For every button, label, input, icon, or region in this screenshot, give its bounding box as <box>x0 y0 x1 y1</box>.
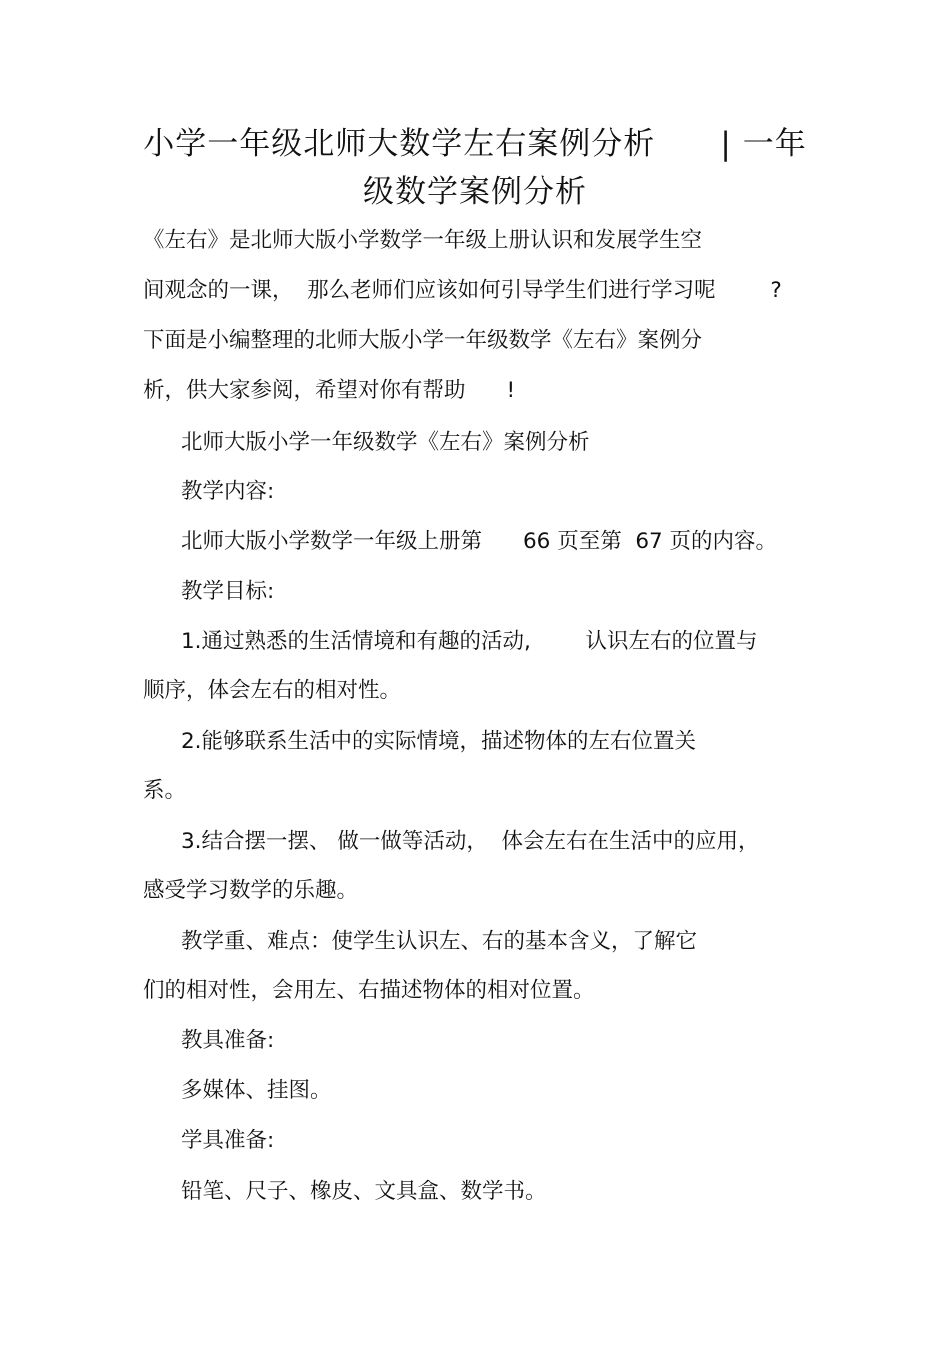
paragraph-line: 铅笔、尺子、橡皮、文具盒、数学书。 <box>181 1179 547 1204</box>
section-heading: 学具准备: <box>181 1128 275 1153</box>
list-item-line: 顺序，体会左右的相对性。 <box>143 678 402 703</box>
paragraph-line: 《左右》是北师大版小学数学一年级上册认识和发展学生空 <box>143 228 703 253</box>
section-heading: 教学内容: <box>181 479 275 504</box>
list-item-line: 1.通过熟悉的生活情境和有趣的活动, 认识左右的位置与 <box>181 629 758 654</box>
list-item-line: 系。 <box>143 778 187 803</box>
list-item-line: 3.结合摆一摆、 做一做等活动， 体会左右在生活中的应用， <box>181 829 760 854</box>
document-title-line-2: 级数学案例分析 <box>363 174 587 210</box>
paragraph-line: 北师大版小学数学一年级上册第 66 页至第 67 页的内容。 <box>181 529 778 554</box>
section-heading: 教具准备: <box>181 1028 275 1053</box>
list-item-line: 感受学习数学的乐趣。 <box>143 878 359 903</box>
section-heading: 教学目标: <box>181 579 275 604</box>
section-heading: 北师大版小学一年级数学《左右》案例分析 <box>181 430 590 455</box>
document-title-line-1: 小学一年级北师大数学左右案例分析 | 一年 <box>143 126 807 162</box>
paragraph-line: 们的相对性，会用左、右描述物体的相对位置。 <box>143 978 595 1003</box>
paragraph-line: 多媒体、挂图。 <box>181 1078 332 1103</box>
paragraph-line: 下面是小编整理的北师大版小学一年级数学《左右》案例分 <box>143 328 703 353</box>
paragraph-line: 析，供大家参阅，希望对你有帮助 ! <box>143 378 516 403</box>
list-item-line: 2.能够联系生活中的实际情境，描述物体的左右位置关 <box>181 729 697 754</box>
paragraph-line: 间观念的一课， 那么老师们应该如何引导学生们进行学习呢 ? <box>143 278 782 303</box>
paragraph-line: 教学重、难点：使学生认识左、右的基本含义，了解它 <box>181 929 698 954</box>
